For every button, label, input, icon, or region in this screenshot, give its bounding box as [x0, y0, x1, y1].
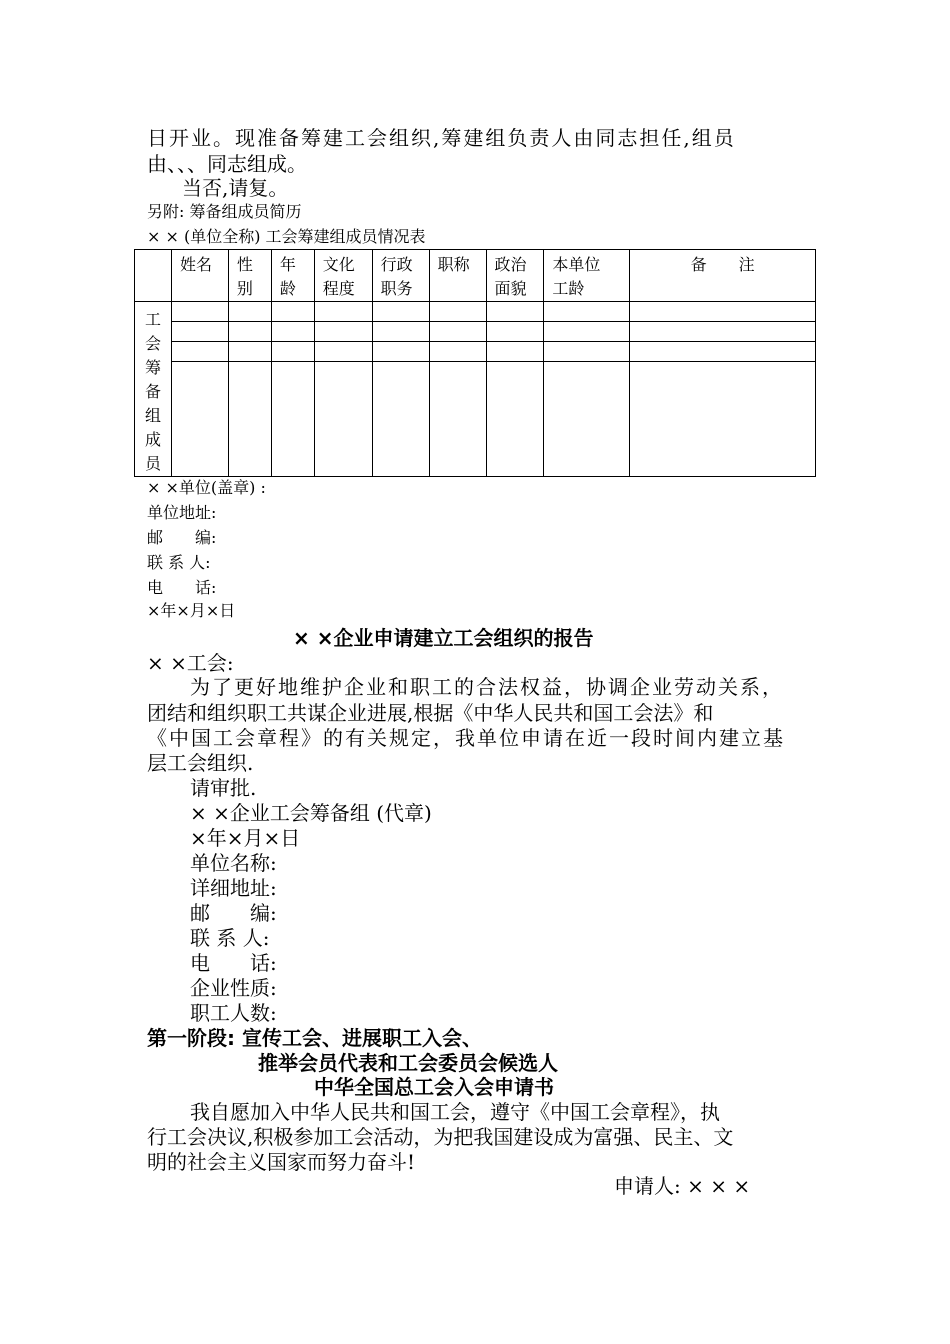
field-staff-count: 职工人数:	[190, 1001, 277, 1025]
table-row	[135, 362, 816, 477]
report-title: × ×企业申请建立工会组织的报告	[293, 626, 594, 650]
applicant-signature: 申请人: × × ×	[614, 1174, 751, 1198]
table-cell[interactable]	[372, 362, 429, 477]
phone-line: 电 话:	[147, 578, 217, 597]
report-date: ×年×月×日	[190, 826, 301, 850]
table-cell[interactable]	[228, 302, 271, 322]
table-cell[interactable]	[171, 342, 228, 362]
table-cell[interactable]	[486, 342, 544, 362]
table-cell[interactable]	[372, 322, 429, 342]
application-paragraph-line: 明的社会主义国家而努力奋斗!	[147, 1150, 416, 1174]
table-cell[interactable]	[630, 302, 816, 322]
paragraph-line: 由、、、同志组成。	[147, 152, 307, 176]
application-paragraph-line: 我自愿加入中华人民共和国工会，遵守《中国工会章程》，执	[190, 1100, 720, 1124]
table-cell[interactable]	[314, 362, 372, 477]
report-salutation: × ×工会:	[147, 651, 234, 675]
table-cell[interactable]	[429, 362, 486, 477]
table-cell[interactable]	[429, 302, 486, 322]
closing-line: 当否,请复。	[182, 176, 289, 200]
side-label-cell: 工会筹备组成员	[135, 302, 172, 477]
table-cell[interactable]	[314, 302, 372, 322]
field-nature: 企业性质:	[190, 976, 277, 1000]
table-row	[135, 322, 816, 342]
table-cell[interactable]	[630, 362, 816, 477]
table-row	[135, 302, 816, 322]
table-cell[interactable]	[271, 362, 314, 477]
table-cell[interactable]	[544, 302, 630, 322]
table-cell[interactable]	[372, 342, 429, 362]
attachment-note: 另附: 筹备组成员简历	[147, 202, 302, 221]
table-cell[interactable]	[486, 302, 544, 322]
table-cell[interactable]	[271, 302, 314, 322]
table-cell[interactable]	[486, 362, 544, 477]
application-title: 中华全国总工会入会申请书	[314, 1075, 554, 1099]
table-cell[interactable]	[630, 322, 816, 342]
table-cell[interactable]	[171, 302, 228, 322]
table-cell[interactable]	[429, 322, 486, 342]
table-cell[interactable]	[271, 342, 314, 362]
table-cell[interactable]	[314, 342, 372, 362]
table-cell[interactable]	[544, 342, 630, 362]
table-row	[135, 342, 816, 362]
table-cell[interactable]	[544, 322, 630, 342]
members-table	[134, 249, 816, 477]
unit-seal-line: × ×单位(盖章) :	[147, 478, 266, 497]
field-postcode: 邮 编:	[190, 901, 277, 925]
address-line: 单位地址:	[147, 503, 217, 522]
header-cell-remarks: 备 注	[630, 250, 816, 302]
table-header-row	[135, 250, 816, 302]
table-corner-cell	[135, 250, 172, 302]
table-cell[interactable]	[486, 322, 544, 342]
postcode-line: 邮 编:	[147, 528, 217, 547]
header-cell-title: 职称	[429, 250, 486, 302]
report-paragraph-line: 团结和组织职工共谋企业进展,根据《中华人民共和国工会法》和	[147, 701, 714, 725]
report-paragraph-line: 《中国工会章程》的有关规定，我单位申请在近一段时间内建立基	[147, 726, 785, 750]
table-cell[interactable]	[228, 362, 271, 477]
table-cell[interactable]	[314, 322, 372, 342]
report-paragraph-line: 层工会组织.	[147, 751, 254, 775]
report-signature: × ×企业工会筹备组 (代章)	[190, 801, 432, 825]
table-cell[interactable]	[630, 342, 816, 362]
application-paragraph-line: 行工会决议,积极参加工会活动，为把我国建设成为富强、民主、文	[147, 1125, 734, 1149]
table-cell[interactable]	[372, 302, 429, 322]
field-address: 详细地址:	[190, 876, 277, 900]
report-paragraph-line: 为了更好地维护企业和职工的合法权益，协调企业劳动关系，	[190, 675, 784, 699]
table-cell[interactable]	[544, 362, 630, 477]
header-cell-position: 行政 职务	[372, 250, 429, 302]
stage-heading: 第一阶段: 宣传工会、进展职工入会、	[147, 1026, 482, 1050]
header-cell-age: 年 龄	[271, 250, 314, 302]
paragraph-line: 日开业。现准备筹建工会组织,筹建组负责人由同志担任,组员	[147, 126, 736, 150]
table-cell[interactable]	[228, 342, 271, 362]
header-cell-education: 文化 程度	[314, 250, 372, 302]
header-cell-gender: 性 别	[228, 250, 271, 302]
table-title: × × (单位全称) 工会筹建组成员情况表	[147, 227, 426, 246]
table-cell[interactable]	[271, 322, 314, 342]
header-cell-political: 政治 面貌	[486, 250, 544, 302]
contact-line: 联 系 人:	[147, 553, 211, 572]
table-cell[interactable]	[228, 322, 271, 342]
stage-heading-line2: 推举会员代表和工会委员会候选人	[258, 1051, 558, 1075]
date-line: ×年×月×日	[147, 601, 236, 620]
table-cell[interactable]	[429, 342, 486, 362]
table-cell[interactable]	[171, 322, 228, 342]
field-unit-name: 单位名称:	[190, 851, 277, 875]
header-cell-seniority: 本单位 工龄	[544, 250, 630, 302]
report-request: 请审批.	[190, 776, 257, 800]
header-cell-name: 姓名	[171, 250, 228, 302]
field-contact: 联 系 人:	[190, 926, 270, 950]
field-phone: 电 话:	[190, 951, 277, 975]
table-cell[interactable]	[171, 362, 228, 477]
